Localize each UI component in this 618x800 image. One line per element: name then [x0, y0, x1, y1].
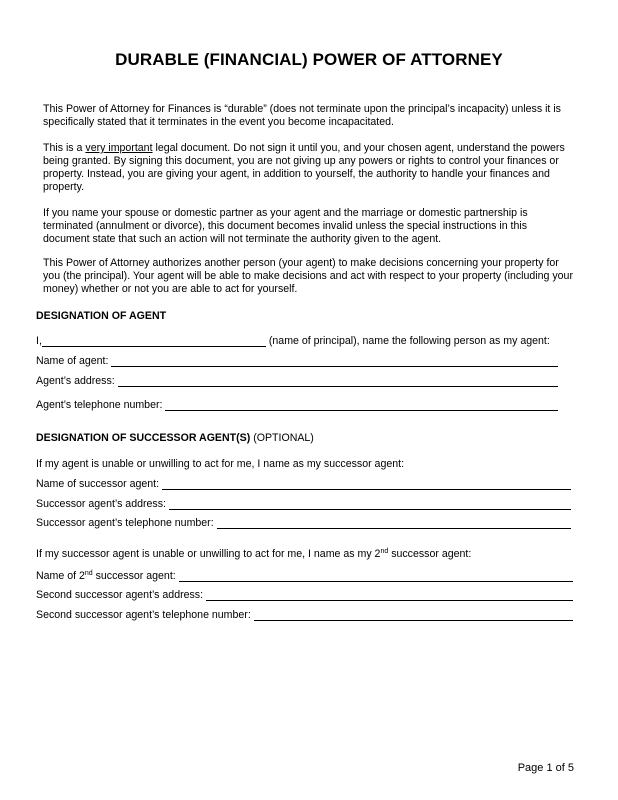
intro-paragraph-authorization: This Power of Attorney authorizes another person (your agent) to make decisions concerning your property for you (the principal). Your agent will be able to make decisions and act with respect to your property (including your money) whether or not you are able to act for yourself.: [43, 257, 573, 295]
agent-name-line[interactable]: [111, 354, 558, 367]
document-title: DURABLE (FINANCIAL) POWER OF ATTORNEY: [115, 50, 503, 69]
very-important-underlined: very important: [85, 142, 153, 154]
second-successor-phone-row: [36, 607, 573, 621]
successor-phone-label: Successor agent’s telephone number:: [36, 517, 214, 529]
important-text-after: legal document. Do not sign it until you, and your chosen agent, understand the powers being granted. By signing this document, you are not giving up any powers or rights to control your finances or property. Instead, you are giving your agent, in addition to yourself, the authority to handle your finances and property.: [43, 142, 565, 193]
successor-phone-line[interactable]: [217, 516, 571, 529]
successor-heading: [36, 432, 314, 444]
designation-heading: DESIGNATION OF AGENT: [36, 310, 167, 322]
second-successor-address-row: [36, 587, 573, 601]
second-successor-phone-line[interactable]: [254, 608, 573, 621]
intro-paragraph-important: [43, 142, 573, 194]
second-successor-intro: [36, 548, 471, 560]
second-successor-address-line[interactable]: [206, 588, 573, 601]
second-successor-address-label: Second successor agent’s address:: [36, 589, 204, 601]
page-number: Page 1 of 5: [517, 762, 574, 774]
second-successor-name-after: successor agent:: [92, 570, 176, 582]
agent-address-row: [36, 373, 558, 387]
agent-name-row: [36, 353, 558, 367]
intro-paragraph-spouse: If you name your spouse or domestic partner as your agent and the marriage or domestic partnership is terminated (annulment or divorce), this document becomes invalid unless the special instructions in this document state that such an action will not terminate the authority given to the agent.: [43, 207, 528, 245]
successor-name-line[interactable]: [162, 477, 571, 490]
second-successor-phone-label: Second successor agent’s telephone number:: [36, 609, 251, 621]
second-successor-name-line[interactable]: [179, 569, 573, 582]
successor-intro: If my agent is unable or unwilling to act for me, I name as my successor agent:: [36, 458, 405, 470]
second-successor-intro-after: successor agent:: [388, 548, 472, 560]
successor-address-label: Successor agent’s address:: [36, 498, 166, 510]
second-successor-name-row: [36, 568, 573, 582]
agent-address-line[interactable]: [118, 374, 558, 387]
intro-paragraph-durable: This Power of Attorney for Finances is “durable” (does not terminate upon the principal’s incapacity) unless it is specifically stated that it terminates in the event you become incapacitated.: [43, 103, 561, 128]
agent-phone-line[interactable]: [165, 398, 558, 411]
agent-address-label: Agent’s address:: [36, 375, 115, 387]
second-successor-name-before: Name of 2: [36, 570, 85, 582]
successor-name-label: Name of successor agent:: [36, 478, 160, 490]
second-successor-name-label: [36, 570, 176, 582]
second-successor-intro-sup: nd: [380, 548, 389, 555]
successor-address-row: [36, 496, 571, 510]
principal-suffix: (name of principal), name the following person as my agent:: [268, 335, 550, 347]
principal-name-row: [36, 333, 558, 347]
agent-phone-label: Agent’s telephone number:: [36, 399, 163, 411]
agent-name-label: Name of agent:: [36, 355, 109, 367]
second-successor-intro-before: If my successor agent is unable or unwilling to act for me, I name as my 2: [36, 548, 381, 560]
principal-name-line[interactable]: [42, 334, 266, 347]
successor-phone-row: [36, 515, 571, 529]
agent-phone-row: [36, 397, 558, 411]
important-text-before: This is a: [43, 142, 86, 154]
second-successor-name-sup: nd: [84, 570, 93, 577]
successor-name-row: [36, 476, 571, 490]
successor-address-line[interactable]: [169, 497, 571, 510]
principal-prefix: I,: [36, 335, 42, 347]
successor-heading-text: DESIGNATION OF SUCCESSOR AGENT(S): [36, 432, 251, 444]
successor-heading-note: (OPTIONAL): [253, 432, 314, 444]
